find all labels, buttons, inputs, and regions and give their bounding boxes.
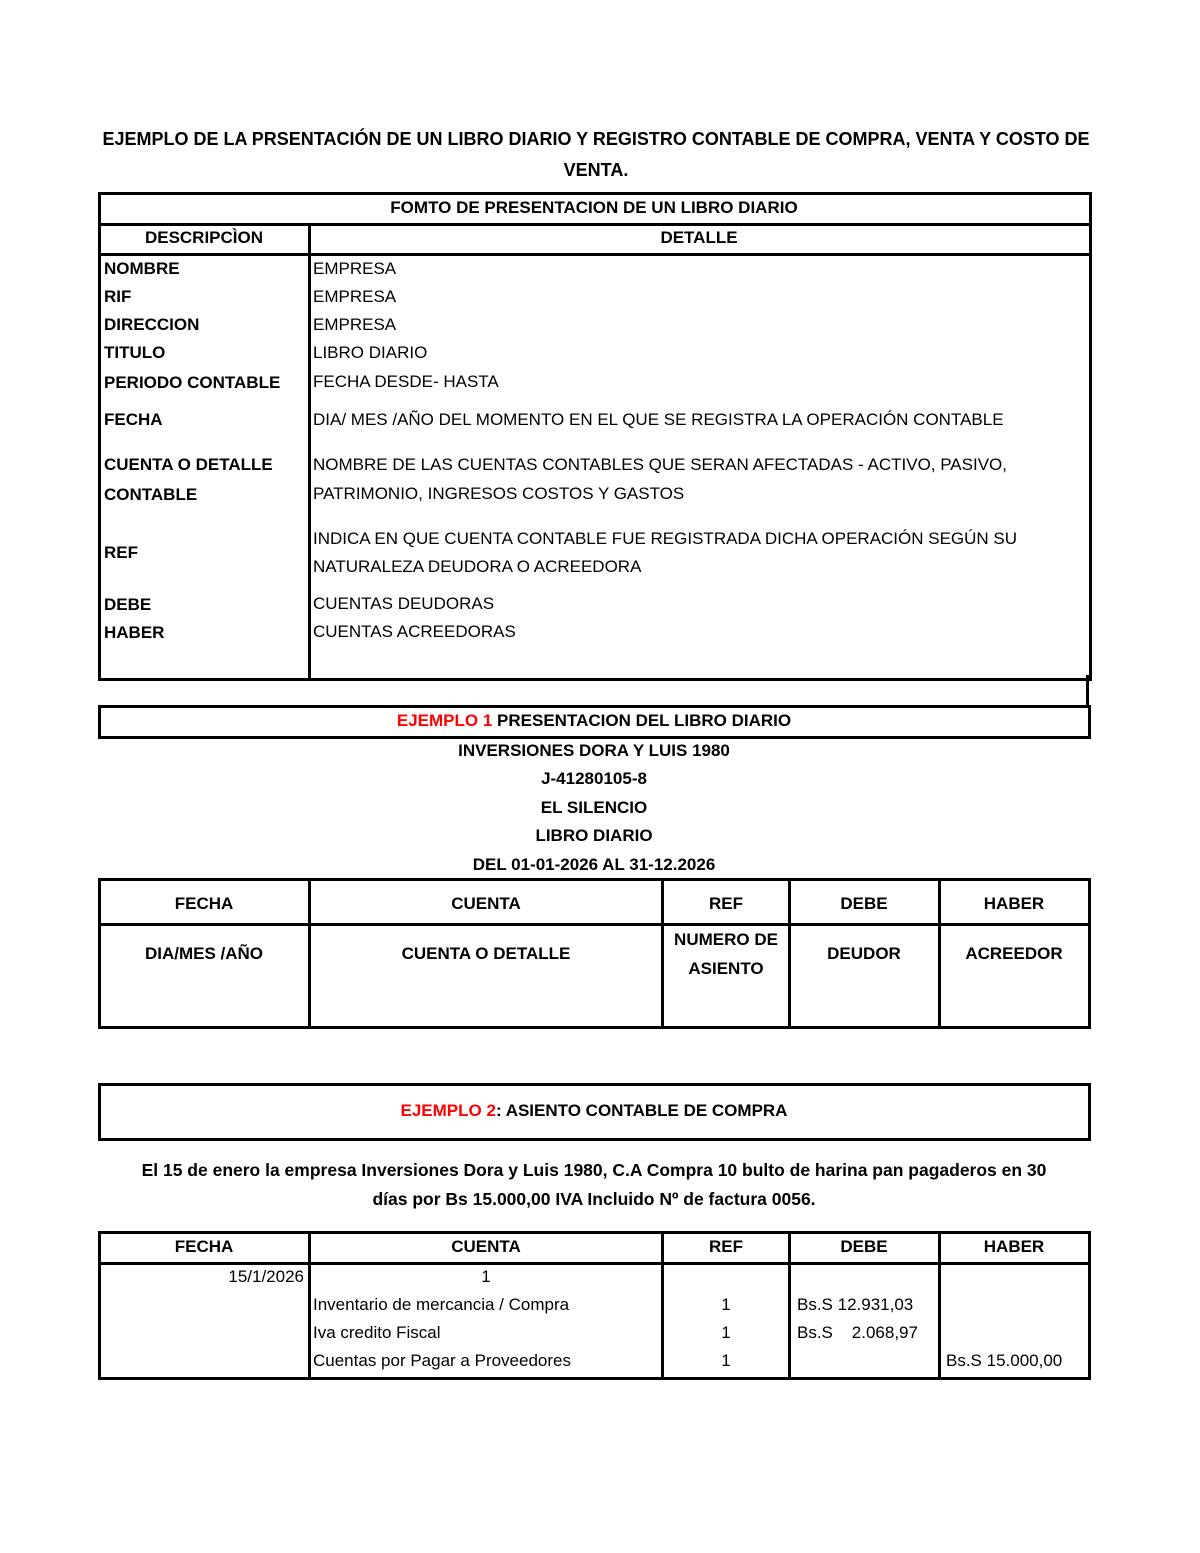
book-name: LIBRO DIARIO [535,826,653,845]
ex2-row-debe: Bs.S 2.068,97 [797,1323,918,1342]
row-detail-haber: CUENTAS ACREEDORAS [313,622,516,641]
row-detail-rif: EMPRESA [313,287,397,306]
ex2-row-haber: Bs.S 15.000,00 [946,1351,1063,1370]
example2-text-2: días por Bs 15.000,00 IVA Incluido Nº de factura 0056. [372,1189,816,1209]
col-descripcion-header: DESCRIPCÌON [144,228,264,247]
company-rif: J-41280105-8 [541,769,647,788]
format-table-heading: FOMTO DE PRESENTACION DE UN LIBRO DIARIO [390,198,798,217]
row-label-fecha: FECHA [104,410,163,429]
ex2-header-ref: REF [709,1237,743,1256]
row-label-nombre: NOMBRE [104,259,180,278]
row-label-debe: DEBE [104,595,152,614]
company-address: EL SILENCIO [540,798,648,817]
example2-tag: EJEMPLO 2 [400,1101,496,1120]
row-detail-ref-2: NATURALEZA DEUDORA O ACREEDORA [313,557,642,576]
example1-tag: EJEMPLO 1 [396,711,493,730]
ex2-row-account: Iva credito Fiscal [313,1323,441,1342]
ex1-value-fecha: DIA/MES /AÑO [144,944,264,963]
ex2-header-debe: DEBE [840,1237,888,1256]
col-detalle-header: DETALLE [660,228,738,247]
ex1-header-fecha: FECHA [174,894,234,913]
ex2-date: 15/1/2026 [228,1267,304,1286]
row-label-periodo: PERIODO CONTABLE [104,373,281,392]
format-table [98,192,1092,681]
ex1-value-ref: NUMERO DE [674,930,778,949]
ex2-row-debe: Bs.S 12.931,03 [797,1295,914,1314]
row-detail-ref: INDICA EN QUE CUENTA CONTABLE FUE REGISTRADA DICHA OPERACIÓN SEGÚN SU [313,529,1018,548]
row-label-rif: RIF [104,287,132,306]
ex2-header-haber: HABER [983,1237,1045,1256]
document-title: EJEMPLO DE LA PRSENTACIÓN DE UN LIBRO DIARIO Y REGISTRO CONTABLE DE COMPRA, VENTA Y COSTO DE VENTA. [102,129,1090,180]
example2-text-1: El 15 de enero la empresa Inversiones Dora y Luis 1980, C.A Compra 10 bulto de harina pan pagaderos en 30 [141,1160,1047,1180]
row-label-haber: HABER [104,623,165,642]
row-detail-cuenta-2: PATRIMONIO, INGRESOS COSTOS Y GASTOS [313,484,685,503]
ex2-entry-number: 1 [481,1267,491,1286]
ex1-header-ref: REF [709,894,743,913]
row-label-ref: REF [104,543,138,562]
ex1-header-haber: HABER [983,894,1045,913]
row-detail-titulo: LIBRO DIARIO [313,343,428,362]
ex2-row-ref: 1 [721,1323,731,1342]
ex1-value-debe: DEUDOR [827,944,901,963]
row-detail-direccion: EMPRESA [313,315,397,334]
ex1-header-cuenta: CUENTA [451,894,521,913]
ex2-header-cuenta: CUENTA [451,1237,521,1256]
row-label-cuenta-2: CONTABLE [104,485,198,504]
row-detail-nombre: EMPRESA [313,259,397,278]
example1-heading [100,711,1088,731]
ex2-row-ref: 1 [721,1351,731,1370]
ex1-value-ref-2: ASIENTO [688,959,764,978]
example2-heading-text: : ASIENTO CONTABLE DE COMPRA [495,1101,788,1120]
row-label-titulo: TITULO [104,343,166,362]
row-label-direccion: DIRECCION [104,315,200,334]
ex2-row-account: Cuentas por Pagar a Proveedores [313,1351,571,1370]
row-detail-debe: CUENTAS DEUDORAS [313,594,495,613]
ex1-value-haber: ACREEDOR [965,944,1063,963]
ex2-row-ref: 1 [721,1295,731,1314]
table-divider [1086,675,1089,705]
company-name: INVERSIONES DORA Y LUIS 1980 [458,741,730,760]
ex1-value-cuenta: CUENTA O DETALLE [401,944,571,963]
example1-heading-text: PRESENTACION DEL LIBRO DIARIO [492,711,792,730]
row-detail-fecha: DIA/ MES /AÑO DEL MOMENTO EN EL QUE SE REGISTRA LA OPERACIÓN CONTABLE [313,410,1004,429]
ex2-header-fecha: FECHA [174,1237,234,1256]
row-detail-cuenta: NOMBRE DE LAS CUENTAS CONTABLES QUE SERAN AFECTADAS - ACTIVO, PASIVO, [313,455,1007,474]
book-period: DEL 01-01-2026 AL 31-12.2026 [472,855,716,874]
ex1-header-debe: DEBE [840,894,888,913]
row-label-cuenta: CUENTA O DETALLE [104,455,273,474]
ex2-row-account: Inventario de mercancia / Compra [313,1295,570,1314]
example2-heading [100,1101,1088,1121]
row-detail-periodo: FECHA DESDE- HASTA [313,372,499,391]
